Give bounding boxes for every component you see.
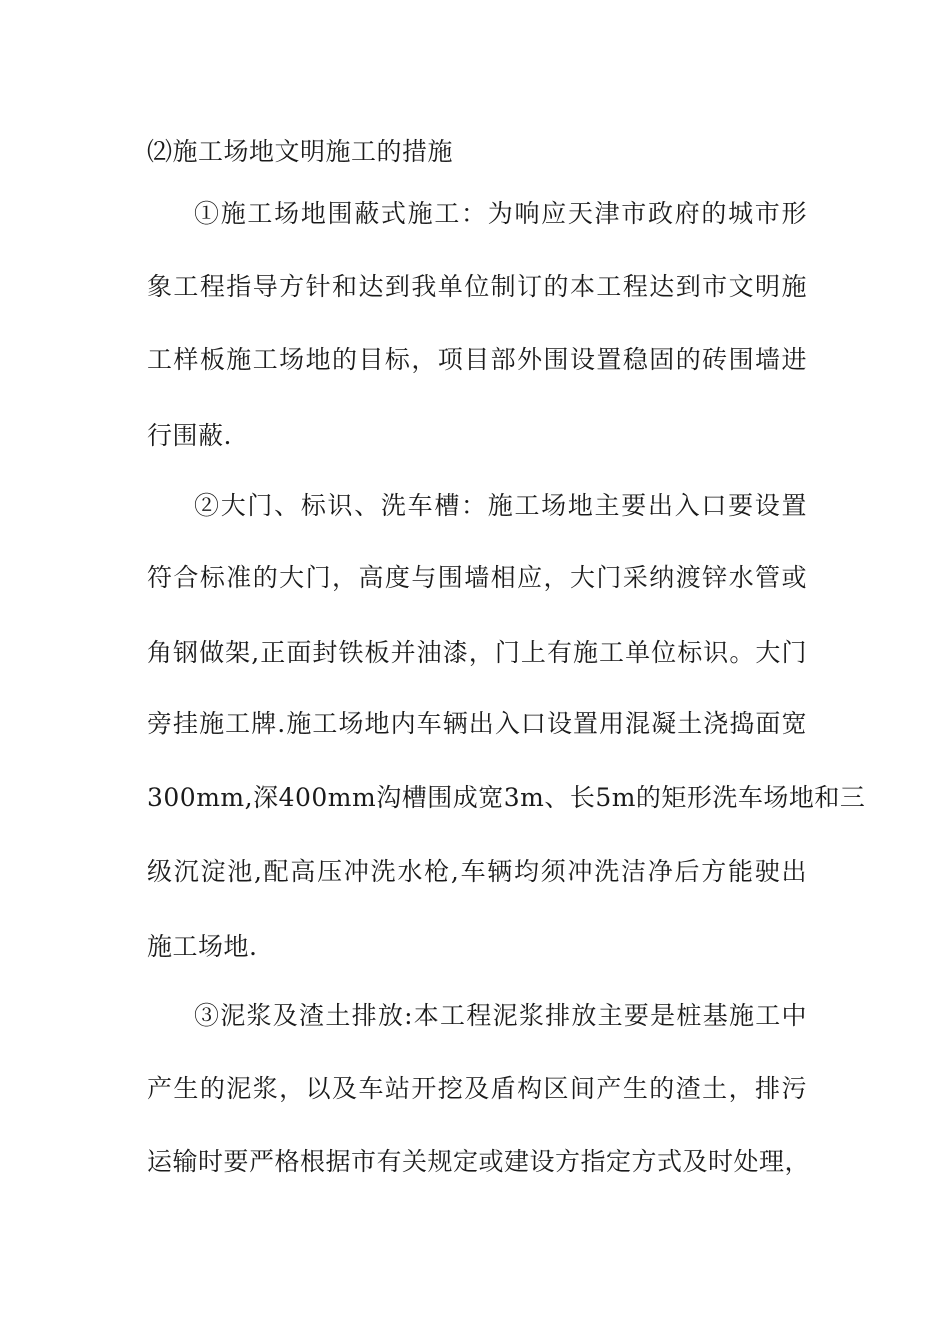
paragraph-line: 工样板施工场地的目标，项目部外围设置稳固的砖围墙进 [147,345,807,374]
section-heading: ⑵施工场地文明施工的措施 [147,137,454,166]
paragraph-line: 产生的泥浆，以及车站开挖及盾构区间产生的渣土，排污 [147,1074,807,1103]
paragraph-line: 符合标准的大门，高度与围墙相应，大门采纳渡锌水管或 [147,563,807,592]
paragraph-line: 象工程指导方针和达到我单位制订的本工程达到市文明施 [147,272,807,301]
paragraph-line: ③泥浆及渣土排放:本工程泥浆排放主要是桩基施工中 [194,1001,807,1030]
paragraph-line: 角钢做架,正面封铁板并油漆，门上有施工单位标识。大门 [147,638,807,667]
paragraph-line: 行围蔽. [147,421,232,450]
paragraph-line: 运输时要严格根据市有关规定或建设方指定方式及时处理， [147,1147,811,1176]
paragraph-line: 级沉淀池,配高压冲洗水枪,车辆均须冲洗洁净后方能驶出 [147,857,807,886]
paragraph-line: 旁挂施工牌.施工场地内车辆出入口设置用混凝土浇捣面宽 [147,709,807,738]
paragraph-line: 300mm,深400mm沟槽围成宽3m、长5m的矩形洗车场地和三 [147,783,866,812]
paragraph-line: ①施工场地围蔽式施工：为响应天津市政府的城市形 [194,199,807,228]
paragraph-line: 施工场地. [147,932,258,961]
paragraph-line: ②大门、标识、洗车槽：施工场地主要出入口要设置 [194,491,807,520]
